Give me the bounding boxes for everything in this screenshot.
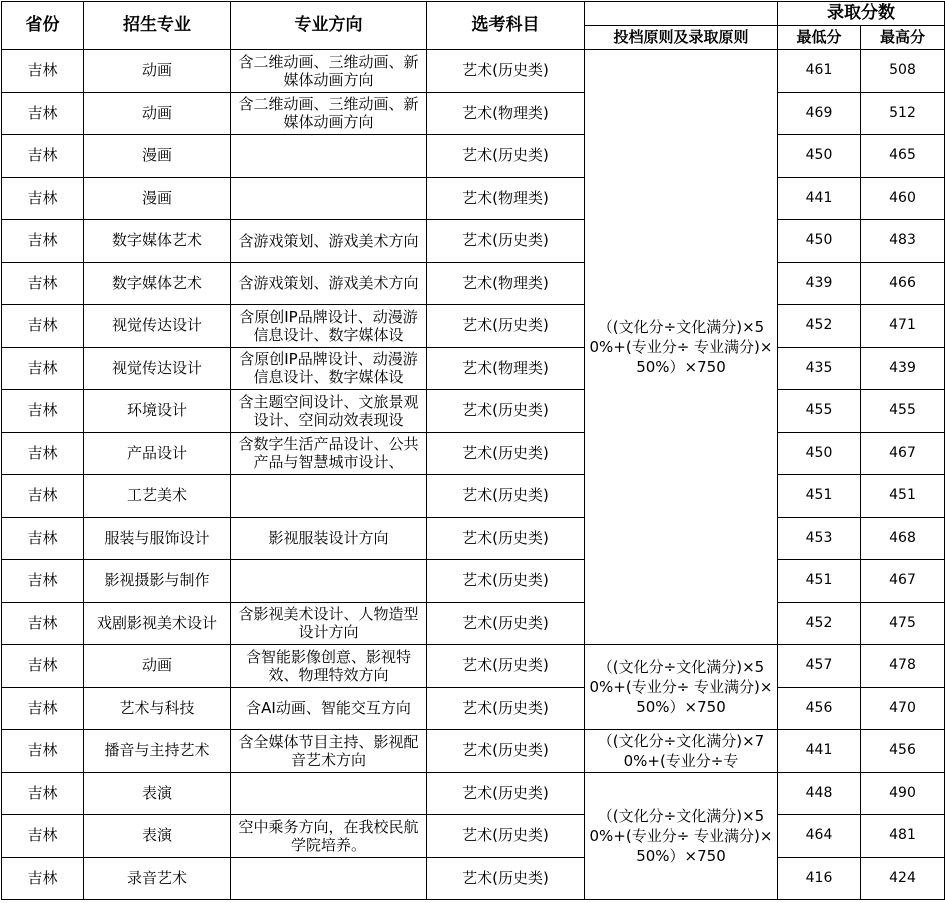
major-cell: 动画: [84, 50, 231, 93]
province-cell: 吉林: [2, 432, 84, 475]
direction-cell: [231, 857, 427, 900]
min-score-cell: 455: [778, 390, 861, 433]
province-cell: 吉林: [2, 390, 84, 433]
table-row: [2, 220, 945, 263]
max-score-cell: 460: [861, 177, 945, 220]
max-score-cell: 490: [861, 772, 945, 815]
direction-text: 含二维动画、三维动画、新媒体动画方向: [238, 95, 419, 132]
major-cell: 漫画: [84, 177, 231, 220]
direction-text: 含AI动画、智能交互方向: [246, 699, 411, 718]
province-cell: 吉林: [2, 815, 84, 858]
table-row: [2, 305, 945, 348]
max-score-cell: 424: [861, 857, 945, 900]
table-row: [2, 517, 945, 560]
subject-cell: 艺术(历史类): [427, 815, 585, 858]
direction-cell: [231, 772, 427, 815]
province-cell: 吉林: [2, 177, 84, 220]
direction-text: 含影视美术设计、人物造型设计方向: [238, 605, 419, 642]
header-direction: 专业方向: [231, 2, 427, 50]
rule-cell: [585, 772, 778, 900]
table-row: [2, 645, 945, 688]
min-score-cell: 451: [778, 560, 861, 603]
min-score-cell: 450: [778, 135, 861, 178]
max-score-cell: 439: [861, 347, 945, 390]
table-row: [2, 135, 945, 178]
province-cell: 吉林: [2, 220, 84, 263]
min-score-cell: 450: [778, 432, 861, 475]
province-cell: 吉林: [2, 305, 84, 348]
table-body: [2, 50, 945, 900]
min-score-cell: 441: [778, 177, 861, 220]
direction-cell: [231, 645, 427, 688]
table-row: [2, 50, 945, 93]
min-score-cell: 452: [778, 602, 861, 645]
max-score-cell: 481: [861, 815, 945, 858]
min-score-cell: 453: [778, 517, 861, 560]
major-cell: 播音与主持艺术: [84, 730, 231, 773]
major-cell: 服装与服饰设计: [84, 517, 231, 560]
subject-cell: 艺术(历史类): [427, 220, 585, 263]
direction-cell: [231, 347, 427, 390]
table-row: [2, 687, 945, 730]
subject-cell: 艺术(物理类): [427, 262, 585, 305]
province-cell: 吉林: [2, 730, 84, 773]
max-score-cell: 455: [861, 390, 945, 433]
admission-score-table: [1, 1, 945, 900]
max-score-cell: 475: [861, 602, 945, 645]
max-score-cell: 466: [861, 262, 945, 305]
table-row: [2, 262, 945, 305]
header-blank: [585, 2, 778, 26]
table-row: [2, 347, 945, 390]
max-score-cell: 471: [861, 305, 945, 348]
table-row: [2, 432, 945, 475]
max-score-cell: 456: [861, 730, 945, 773]
max-score-cell: 470: [861, 687, 945, 730]
major-cell: 视觉传达设计: [84, 347, 231, 390]
direction-text: 影视服装设计方向: [268, 529, 389, 548]
max-score-cell: 508: [861, 50, 945, 93]
province-cell: 吉林: [2, 347, 84, 390]
subject-cell: 艺术(历史类): [427, 857, 585, 900]
min-score-cell: 452: [778, 305, 861, 348]
major-cell: 戏剧影视美术设计: [84, 602, 231, 645]
rule-text: （(文化分÷文化满分)×50%+(专业分÷ 专业满分)×50%）×750: [589, 806, 773, 865]
direction-cell: [231, 50, 427, 93]
min-score-cell: 416: [778, 857, 861, 900]
subject-cell: 艺术(历史类): [427, 560, 585, 603]
min-score-cell: 464: [778, 815, 861, 858]
direction-text: 含原创IP品牌设计、动漫游信息设计、数字媒体设: [239, 307, 418, 344]
direction-text: 含游戏策划、游戏美术方向: [238, 231, 419, 250]
table-row: [2, 730, 945, 773]
direction-cell: [231, 475, 427, 518]
rule-cell: [585, 50, 778, 645]
major-cell: 产品设计: [84, 432, 231, 475]
min-score-cell: 450: [778, 220, 861, 263]
table-row: [2, 772, 945, 815]
province-cell: 吉林: [2, 262, 84, 305]
subject-cell: 艺术(历史类): [427, 50, 585, 93]
max-score-cell: 467: [861, 432, 945, 475]
min-score-cell: 451: [778, 475, 861, 518]
rule-cell: [585, 645, 778, 730]
subject-cell: 艺术(历史类): [427, 135, 585, 178]
major-cell: 工艺美术: [84, 475, 231, 518]
min-score-cell: 461: [778, 50, 861, 93]
subject-cell: 艺术(历史类): [427, 390, 585, 433]
min-score-cell: 441: [778, 730, 861, 773]
province-cell: 吉林: [2, 645, 84, 688]
major-cell: 数字媒体艺术: [84, 262, 231, 305]
direction-cell: [231, 390, 427, 433]
table-row: [2, 560, 945, 603]
direction-cell: [231, 517, 427, 560]
major-cell: 视觉传达设计: [84, 305, 231, 348]
direction-cell: [231, 432, 427, 475]
major-cell: 动画: [84, 92, 231, 135]
province-cell: 吉林: [2, 602, 84, 645]
direction-cell: [231, 815, 427, 858]
header-subject: 选考科目: [427, 2, 585, 50]
subject-cell: 艺术(历史类): [427, 432, 585, 475]
direction-text: 含主题空间设计、文旅景观设计、空间动效表现设: [238, 392, 419, 429]
province-cell: 吉林: [2, 857, 84, 900]
header-major: 招生专业: [84, 2, 231, 50]
header-rule: 投档原则及录取原则: [585, 26, 778, 50]
subject-cell: 艺术(历史类): [427, 687, 585, 730]
rule-cell: [585, 730, 778, 773]
subject-cell: 艺术(历史类): [427, 772, 585, 815]
min-score-cell: 439: [778, 262, 861, 305]
max-score-cell: 512: [861, 92, 945, 135]
subject-cell: 艺术(历史类): [427, 645, 585, 688]
direction-cell: [231, 135, 427, 178]
rule-text: （(文化分÷文化满分)×50%+(专业分÷ 专业满分)×50%）×750: [589, 318, 773, 376]
subject-cell: 艺术(物理类): [427, 92, 585, 135]
direction-text: 含原创IP品牌设计、动漫游信息设计、数字媒体设: [239, 350, 418, 387]
subject-cell: 艺术(历史类): [427, 517, 585, 560]
direction-text: 空中乘务方向，在我校民航学院培养。: [238, 817, 419, 854]
subject-cell: 艺术(历史类): [427, 475, 585, 518]
direction-text: 含数字生活产品设计、公共产品与智慧城市设计、: [238, 435, 419, 472]
major-cell: 录音艺术: [84, 857, 231, 900]
major-cell: 艺术与科技: [84, 687, 231, 730]
major-cell: 表演: [84, 815, 231, 858]
rule-text: （(文化分÷文化满分)×70%+(专业分÷专: [597, 731, 765, 770]
max-score-cell: 468: [861, 517, 945, 560]
province-cell: 吉林: [2, 50, 84, 93]
direction-cell: [231, 177, 427, 220]
direction-cell: [231, 220, 427, 263]
direction-text: 含智能影像创意、影视特效、物理特效方向: [245, 647, 411, 684]
table-row: [2, 602, 945, 645]
min-score-cell: 448: [778, 772, 861, 815]
min-score-cell: 469: [778, 92, 861, 135]
province-cell: 吉林: [2, 687, 84, 730]
province-cell: 吉林: [2, 135, 84, 178]
table-row: [2, 857, 945, 900]
max-score-cell: 478: [861, 645, 945, 688]
max-score-cell: 451: [861, 475, 945, 518]
major-cell: 影视摄影与制作: [84, 560, 231, 603]
major-cell: 数字媒体艺术: [84, 220, 231, 263]
subject-cell: 艺术(历史类): [427, 602, 585, 645]
major-cell: 漫画: [84, 135, 231, 178]
header-province: 省份: [2, 2, 84, 50]
direction-text: 含二维动画、三维动画、新媒体动画方向: [238, 52, 419, 89]
major-cell: 动画: [84, 645, 231, 688]
major-cell: 表演: [84, 772, 231, 815]
subject-cell: 艺术(物理类): [427, 177, 585, 220]
direction-cell: [231, 92, 427, 135]
table-row: [2, 92, 945, 135]
direction-cell: [231, 560, 427, 603]
header-min: 最低分: [778, 26, 861, 50]
table-row: [2, 390, 945, 433]
rule-text: （(文化分÷文化满分)×50%+(专业分÷ 专业满分)×50%）×750: [589, 658, 773, 716]
direction-cell: [231, 602, 427, 645]
header-score: 录取分数: [778, 2, 945, 26]
province-cell: 吉林: [2, 517, 84, 560]
subject-cell: 艺术(历史类): [427, 730, 585, 773]
direction-cell: [231, 305, 427, 348]
province-cell: 吉林: [2, 772, 84, 815]
table-row: [2, 815, 945, 858]
province-cell: 吉林: [2, 560, 84, 603]
max-score-cell: 465: [861, 135, 945, 178]
min-score-cell: 456: [778, 687, 861, 730]
direction-text: 含全媒体节目主持、影视配音艺术方向: [238, 732, 419, 769]
min-score-cell: 457: [778, 645, 861, 688]
direction-text: 含游戏策划、游戏美术方向: [238, 274, 419, 293]
major-cell: 环境设计: [84, 390, 231, 433]
subject-cell: 艺术(历史类): [427, 305, 585, 348]
province-cell: 吉林: [2, 475, 84, 518]
direction-cell: [231, 687, 427, 730]
table-row: [2, 475, 945, 518]
max-score-cell: 483: [861, 220, 945, 263]
direction-cell: [231, 262, 427, 305]
direction-cell: [231, 730, 427, 773]
subject-cell: 艺术(物理类): [427, 347, 585, 390]
province-cell: 吉林: [2, 92, 84, 135]
header-max: 最高分: [861, 26, 945, 50]
max-score-cell: 467: [861, 560, 945, 603]
min-score-cell: 435: [778, 347, 861, 390]
table-row: [2, 177, 945, 220]
